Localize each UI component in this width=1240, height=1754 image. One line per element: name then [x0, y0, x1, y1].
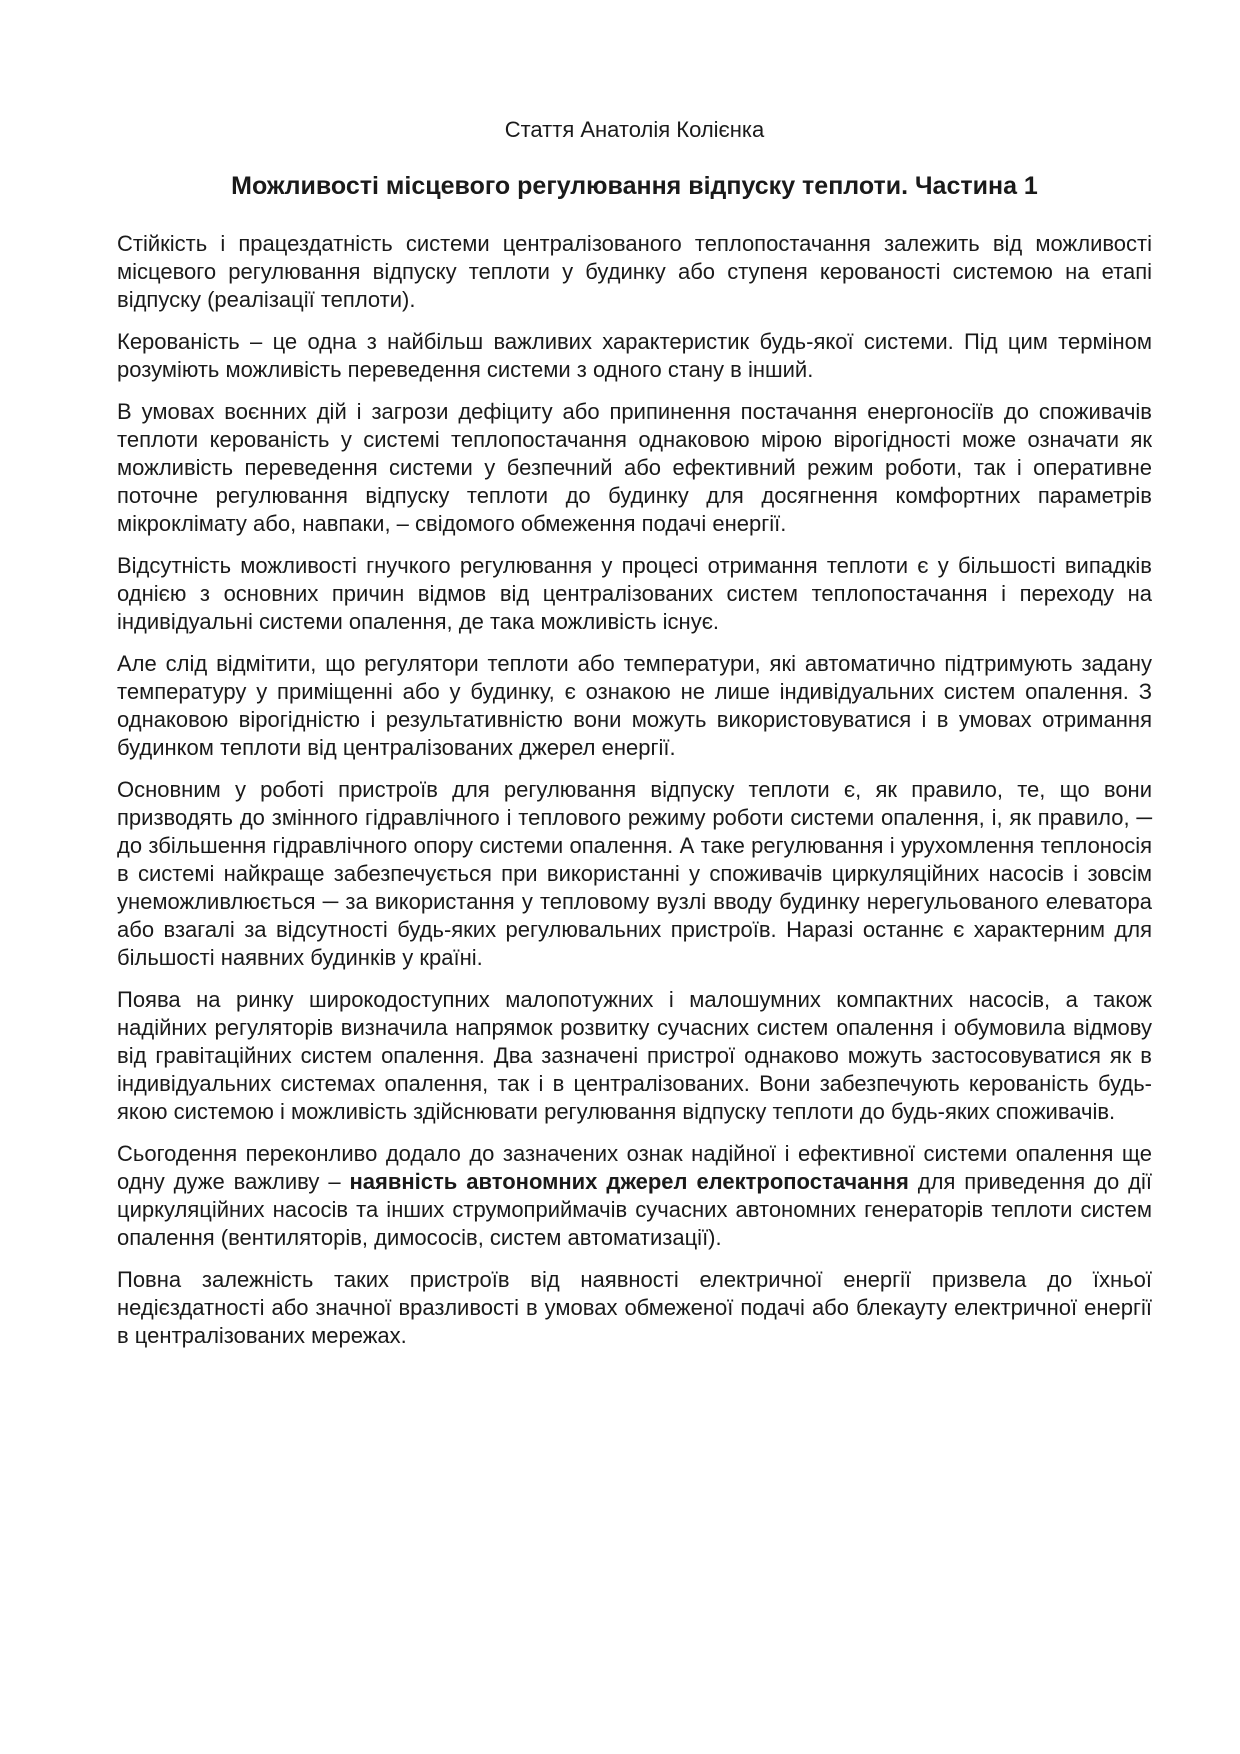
author-line: Стаття Анатолія Колієнка	[504, 117, 765, 142]
paragraph-9: Повна залежність таких пристроїв від наявності електричної енергії призвела до їхньої недієздатності або значної вразливості в умовах обмеженої подачі або блекауту електричної енергії в централізованих мережах.	[117, 1267, 1152, 1348]
paragraph-3: В умовах воєнних дій і загрози дефіциту або припинення постачання енергоносіїв до споживачів теплоти керованість у системі теплопостачання однаковою мірою вірогідності може означати як можливість переведення системи у безпечний або ефективний режим роботи, так і оперативне поточне регулювання відпуску теплоти до будинку для досягнення комфортних параметрів мікроклімату або, навпаки, – свідомого обмеження подачі енергії.	[117, 399, 1152, 536]
paragraph-6: Основним у роботі пристроїв для регулювання відпуску теплоти є, як правило, те, що вони призводять до змінного гідравлічного і теплового режиму роботи системи опалення, і, як правило, ─ до збільшення гідравлічного опору системи опалення. А таке регулювання і урухомлення теплоносія в системі найкраще забезпечується при використанні у споживачів циркуляційних насосів і зовсім унеможливлюється ─ за використання у тепловому вузлі вводу будинку нерегульованого елеватора або взагалі за відсутності будь-яких регулювальних пристроїв. Наразі останнє є характерним для більшості наявних будинків у країні.	[117, 777, 1152, 970]
paragraph-8-bold-phrase: наявність автономних джерел електропостачання	[349, 1169, 909, 1194]
paragraph-2: Керованість – це одна з найбільш важливих характеристик будь-якої системи. Під цим терміном розуміють можливість переведення системи з одного стану в інший.	[117, 329, 1152, 382]
paragraph-8-text-after: для приведення до дії циркуляційних насосів та інших струмоприймачів сучасних автономних генераторів теплоти систем опалення (вентиляторів, димососів, систем автоматизації).	[117, 1169, 1152, 1250]
paragraph-1: Стійкість і працездатність системи централізованого теплопостачання залежить від можливості місцевого регулювання відпуску теплоти у будинку або ступеня керованості системою на етапі відпуску (реалізації теплоти).	[117, 231, 1152, 312]
article-title: Можливості місцевого регулювання відпуску теплоти. Частина 1	[231, 172, 1038, 200]
article-body	[117, 230, 1152, 1364]
document-page	[117, 0, 1152, 1754]
paragraph-7: Поява на ринку широкодоступних малопотужних і малошумних компактних насосів, а також надійних регуляторів визначила напрямок розвитку сучасних систем опалення і обумовила відмову від гравітаційних систем опалення. Два зазначені пристрої однаково можуть застосовуватися як в індивідуальних системах опалення, так і в централізованих. Вони забезпечують керованість будь-якою системою і можливість здійснювати регулювання відпуску теплоти до будь-яких споживачів.	[117, 987, 1152, 1124]
paragraph-8-text-before: Сьогодення переконливо додало до зазначених ознак надійної і ефективної системи опалення ще одну дуже важливу –	[117, 1141, 1152, 1194]
paragraph-5: Але слід відмітити, що регулятори теплоти або температури, які автоматично підтримують задану температуру у приміщенні або у будинку, є ознакою не лише індивідуальних систем опалення. З однаковою вірогідністю і результативністю вони можуть використовуватися і в умовах отримання будинком теплоти від централізованих джерел енергії.	[117, 651, 1152, 760]
paragraph-4: Відсутність можливості гнучкого регулювання у процесі отримання теплоти є у більшості випадків однією з основних причин відмов від централізованих систем теплопостачання і переходу на індивідуальні системи опалення, де така можливість існує.	[117, 553, 1152, 634]
paragraph-8	[117, 1140, 1152, 1252]
